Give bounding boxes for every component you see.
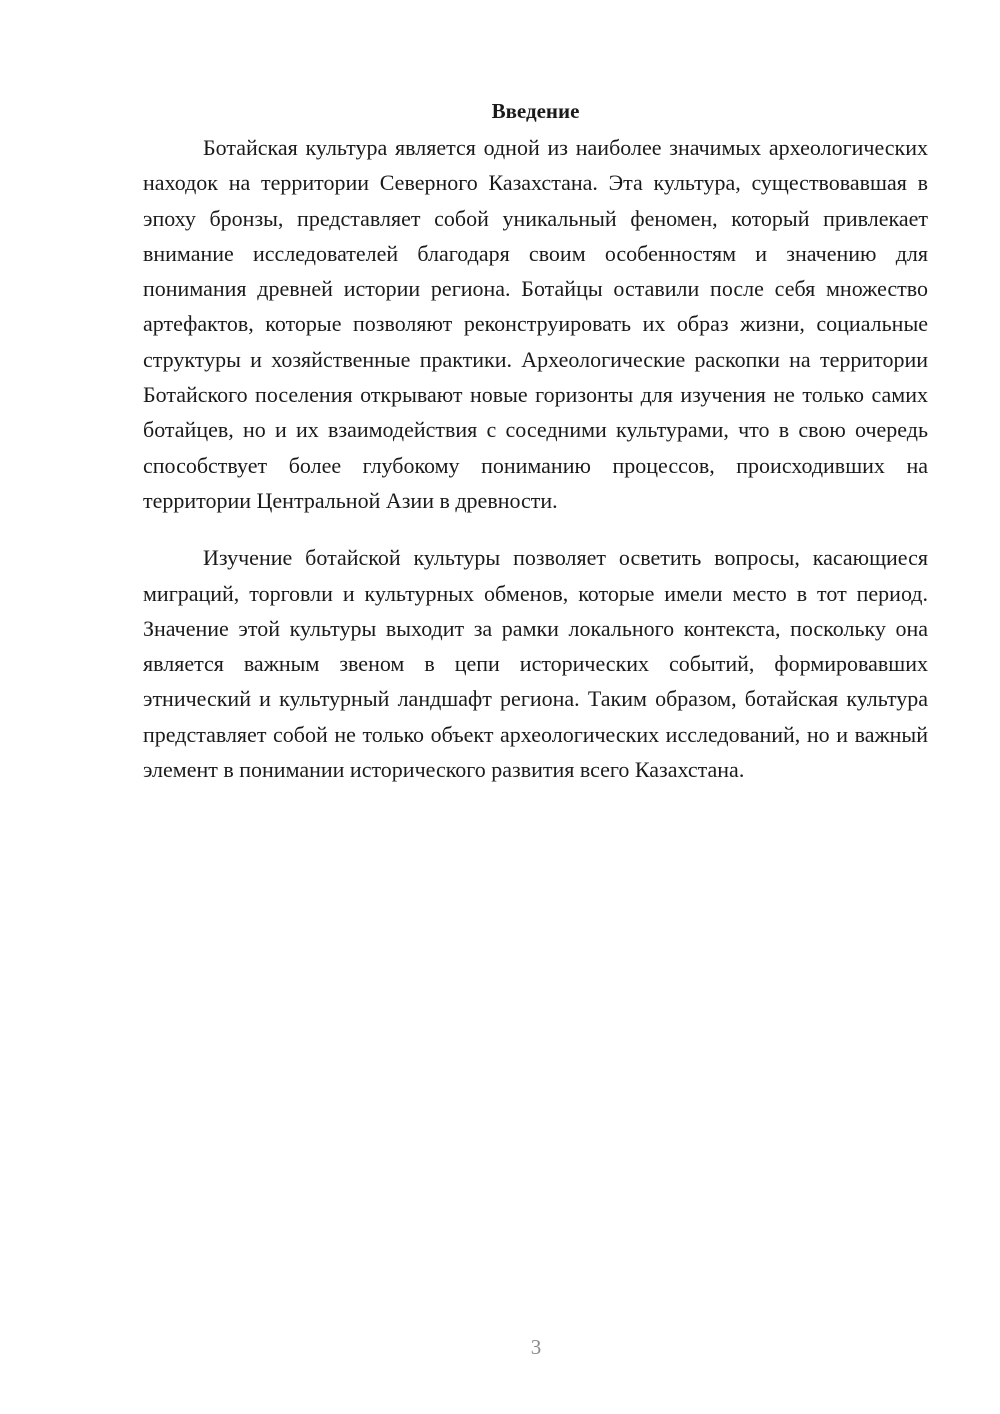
page-content — [143, 96, 928, 787]
paragraph-1: Ботайская культура является одной из наиболее значимых археологических находок на территории Северного Казахстана. Эта культура, существовавшая в эпоху бронзы, представляет собой уникальный феномен, который привлекает внимание исследователей благодаря своим особенностям и значению для понимания древней истории региона. Ботайцы оставили после себя множество артефактов, которые позволяют реконструировать их образ жизни, социальные структуры и хозяйственные практики. Археологические раскопки на территории Ботайского поселения открывают новые горизонты для изучения не только самих ботайцев, но и их взаимодействия с соседними культурами, что в свою очередь способствует более глубокому пониманию процессов, происходивших на территории Центральной Азии в древности. — [143, 135, 928, 513]
page-number: 3 — [530, 1335, 542, 1359]
paragraph-2: Изучение ботайской культуры позволяет осветить вопросы, касающиеся миграций, торговли и культурных обменов, которые имели место в тот период. Значение этой культуры выходит за рамки локального контекста, поскольку она является важным звеном в цепи исторических событий, формировавших этнический и культурный ландшафт региона. Таким образом, ботайская культура представляет собой не только объект археологических исследований, но и важный элемент в понимании исторического развития всего Казахстана. — [143, 545, 928, 783]
section-heading: Введение — [491, 99, 580, 123]
